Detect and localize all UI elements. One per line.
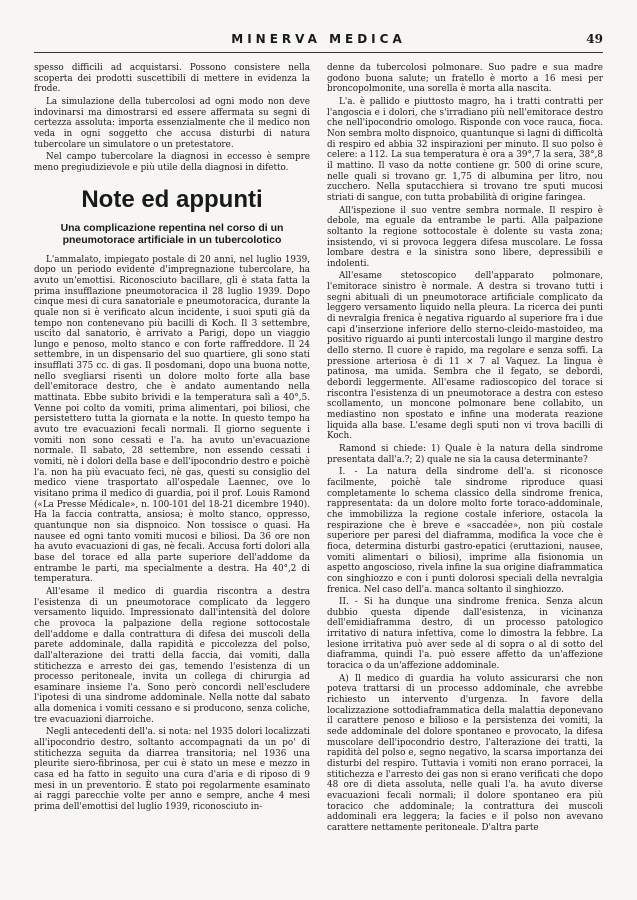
body-paragraph: Nel campo tubercolare la diagnosi in eccesso è sempre meno pregiudizievole e più utile della diagnosi in difetto. bbox=[34, 152, 310, 173]
body-paragraph: L'a. è pallido e piuttosto magro, ha i tratti contratti per l'angoscia e i dolori, che s'irradiano più nell'emitorace destro che nell'ipocondrio omologo. Risponde con voce rauca, fioca. Non sembra molto dispnoico, quantunque si lagni di difficoltà di respiro ed abbia 32 inspirazioni per minuto. Il suo polso è celere: a 112. La sua temperatura è ora a 39°,7 la sera, 38°,8 il mattino. Il vaso da notte contiene gr. 500 di orine scure, nelle quali si trovano gr. 1,75 di albumina per litro, nou zucchero. Nella sputacchiera si trovano tre sputi mucosi striati di sangue, con tutta probabilità di origine faringea. bbox=[327, 96, 603, 203]
body-paragraph: Negli antecedenti dell'a. si nota: nel 1935 dolori localizzati all'ipocondrio destro, soltanto accompagnati da un po' di stitichezza seguita da diarrea transitoria; nel 1936 una pleurite siero-fibrinosa, per cui è stato un mese e mezzo in casa ed ha fatto in seguito una cura d'aria e di riposo di 9 mesi in un preventorio. È stato poi regolarmente esaminato ai raggi parecchie volte per anno e sempre, anche 4 mesi prima dell'emottisi del luglio 1939, riconosciuto in- bbox=[34, 727, 310, 813]
body-paragraph: La simulazione della tubercolosi ad ogni modo non deve indovinarsi ma dimostrarsi ed essere affermata su segni di certezza assoluta: importa essenzialmente che il medico non veda in ogni soggetto che accusa disturbi di natura tubercolare un simulatore o un pretestatore. bbox=[34, 96, 310, 150]
right-column bbox=[327, 63, 603, 836]
body-paragraph: denne da tubercolosi polmonare. Suo padre e sua madre godono buona salute; un fratello è morto a 16 mesi per broncopolmonite, una sorella è morta alla nascita. bbox=[327, 63, 603, 95]
two-column-body bbox=[34, 63, 603, 836]
body-paragraph: L'ammalato, impiegato postale di 20 anni, nel luglio 1939, dopo un periodo evidente d'impregnazione tubercolare, ha avuto un'emottisi. Riconosciuto bacillare, gli è stata fatta la prima insufflazione pneumotoracica il 28 luglio 1939. Dopo cinque mesi di cura sanatoriale e pneumotoracica, durante la quale non si è verificato alcun incidente, i suoi sputi già da tempo non contenevano più bacilli di Koch. Il 3 settembre, uscito dal sanatorio, è arrivato a Parigi, dopo un viaggio lungo e penoso, molto stanco e con forte raffreddore. Il 24 settembre, in un dispensario del suo quartiere, gli sono stati insufflati 375 cc. di gas. Il posdomani, dopo una buona notte, nello svegliarsi risentì un dolore molto forte alla base dell'emitorace destro, che è andato aumentando nella mattinata. Ebbe subito brividi e la temperatura salì a 40°,5. Venne poi colto da vomiti, prima alimentari, poi biliosi, che persistettero tutta la giornata e la notte. In questo tempo ha avuto tre evacuazioni fecali normali. Il giorno seguente i vomiti non sono cessati e l'a. ha avuto un'evacuazione normale. Il sabato, 28 settembre, non essendo cessati i vomiti, nè i dolori della base e dell'ipocondrio destro e poichè l'a. non ha più evacuato feci, nè gas, questi su consiglio del medico viene trasportato all'ospedale Laennec, ove lo visitano prima il medico di guardia, poi il prof. Louis Ramond («La Presse Médicale», n. 100-101 del 18-21 dicembre 1940). Ha la faccia contratta, ansiosa; è molto stanco, oppresso, quantunque non sia dispnoico. Non tossisce o quasi. Ha nausee ed ogni tanto vomiti mucosi e biliosi. Da 36 ore non ha avuto evacuazioni di gas, nè fecali. Accusa forti dolori alla base del torace ed alla parte superiore dell'addome da entrambe le parti, ma specialmente a destra. Ha 40°,2 di temperatura. bbox=[34, 254, 310, 585]
body-paragraph: II. - Si ha dunque una sindrome frenica. Senza alcun dubbio questa dipende dall'esistenza, in vicinanza dell'emidiaframma destro, di un processo patologico irritativo di natura infettiva, come lo dimostra la febbre. La lesione irritativa può aver sede al di sopra o al di sotto del diaframma, quindi l'a. può essere affetto da un'affezione toracica o da un'affezione addominale. bbox=[327, 597, 603, 672]
body-paragraph: Ramond si chiede: 1) Quale è la natura della sindrome presentata dall'a.?; 2) quale ne sia la causa determinante? bbox=[327, 443, 603, 465]
left-column bbox=[34, 63, 310, 836]
body-paragraph: A) Il medico di guardia ha voluto assicurarsi che non poteva trattarsi di un processo addominale, che avrebbe richiesto un intervento d'urgenza. In favore della localizzazione sottodiaframmatica della malattia deponevano il carattere penoso e bilioso e la persistenza dei vomiti, la sede addominale del dolore spontaneo e provocato, la difesa muscolare dell'ipocondrio destro, l'alterazione dei tratti, la rapidità del polso e, segno negativo, la scarsa importanza dei disturbi del respiro. Tuttavia i vomiti non erano porracei, la stitichezza e l'arresto dei gas non si erano verificati che dopo 48 ore di dieta assoluta, nelle quali l'a. ha avuto diverse evacuazioni fecali normali; il dolore spontaneo era più toracico che addominale; la contrattura dei muscoli addominali era leggera; la facies e il polso non avevano carattere nettamente peritoneale. D'altra parte bbox=[327, 673, 603, 833]
section-heading: Note ed appunti bbox=[81, 185, 263, 213]
journal-title: MINERVA MEDICA bbox=[231, 32, 406, 46]
running-head bbox=[34, 30, 603, 53]
body-paragraph: All'esame stetoscopico dell'apparato polmonare, l'emitorace sinistro è normale. A destra si trovano tutti i segni abituali di un pneumotorace artificiale complicato da leggero versamento liquido nella pleura. La ricerca dei punti di nevralgia frenica è negativa riguardo al superiore fra i due capi d'inserzione inferiore dello sterno-cleido-mastoideo, ma positivo riguardo ai punti intercostali lungo il margine destro dello sterno. Il cuore è rapido, ma regolare e senza soffi. La pressione arteriosa è di 11 × 7 al Vaquez. La lingua è patinosa, ma umida. Sembra che il fegato, se debordi, debordi leggermente. All'esame radioscopico del torace si riscontra l'esistenza di un pneumotorace a destra con esteso scollamento, un moncone polmonare bene collabito, un mediastino non spostato e infine una moderata reazione liquida alla base. L'esame degli sputi non vi trova bacilli di Koch. bbox=[327, 271, 603, 442]
article-title: Una complicazione repentina nel corso di un pneumotorace artificiale in un tubercolotico bbox=[60, 221, 284, 247]
body-paragraph: All'esame il medico di guardia riscontra a destra l'esistenza di un pneumotorace complicato da leggero versamento liquido. Impressionato dall'intensità del dolore che provoca la palpazione della regione sottocostale dell'addome e dalla contrattura di difesa dei muscoli della parete addominale, dalla rapidità e piccolezza del polso, dall'alterazione dei tratti della faccia, dai vomiti, dalla stitichezza e arresto dei gas, temendo l'esistenza di un processo peritoneale, invita un collega di chirurgia ad esaminare insieme l'a. Sono però concordi nell'escludere l'ipotesi di una sindrome addominale. Nella notte dal sabato alla domenica i vomiti cessano e si producono, senza coliche, tre evacuazioni diarroiche. bbox=[34, 586, 310, 725]
body-paragraph: spesso difficili ad acquistarsi. Possono consistere nella scoperta dei prodotti suscettibili di mettere in evidenza la frode. bbox=[34, 63, 310, 95]
body-paragraph: I. - La natura della sindrome dell'a. si riconosce facilmente, poichè tale sindrome riproduce quasi completamente lo schema classico della sindrome frenica, rappresentata: da un dolore molto forte toraco-addominale, che immobilizza la regione costale inferiore, ostacola la respirazione che è breve e «saccadée», non più costale superiore per paresi del diaframma, modifica la voce che è fioca, determina disturbi gastro-epatici (eruttazioni, nausee, vomiti alimentari o biliosi), imprime alla fisionomia un aspetto angoscioso, rivela infine la sua origine diaframmatica con singhiozzo e con i punti dolorosi speciali della nevralgia frenica. Nel caso dell'a. manca soltanto il singhiozzo. bbox=[327, 467, 603, 595]
page-number: 49 bbox=[586, 32, 603, 46]
body-paragraph: All'ispezione il suo ventre sembra normale. Il respiro è debole, ma eguale da entrambe le parti. Alla palpazione soltanto la regione sottocostale è dolente su vasta zona; insistendo, vi si provoca leggera difesa muscolare. Le fossa lombare destra e la sinistra sono libere, depressibili e indolenti. bbox=[327, 205, 603, 269]
